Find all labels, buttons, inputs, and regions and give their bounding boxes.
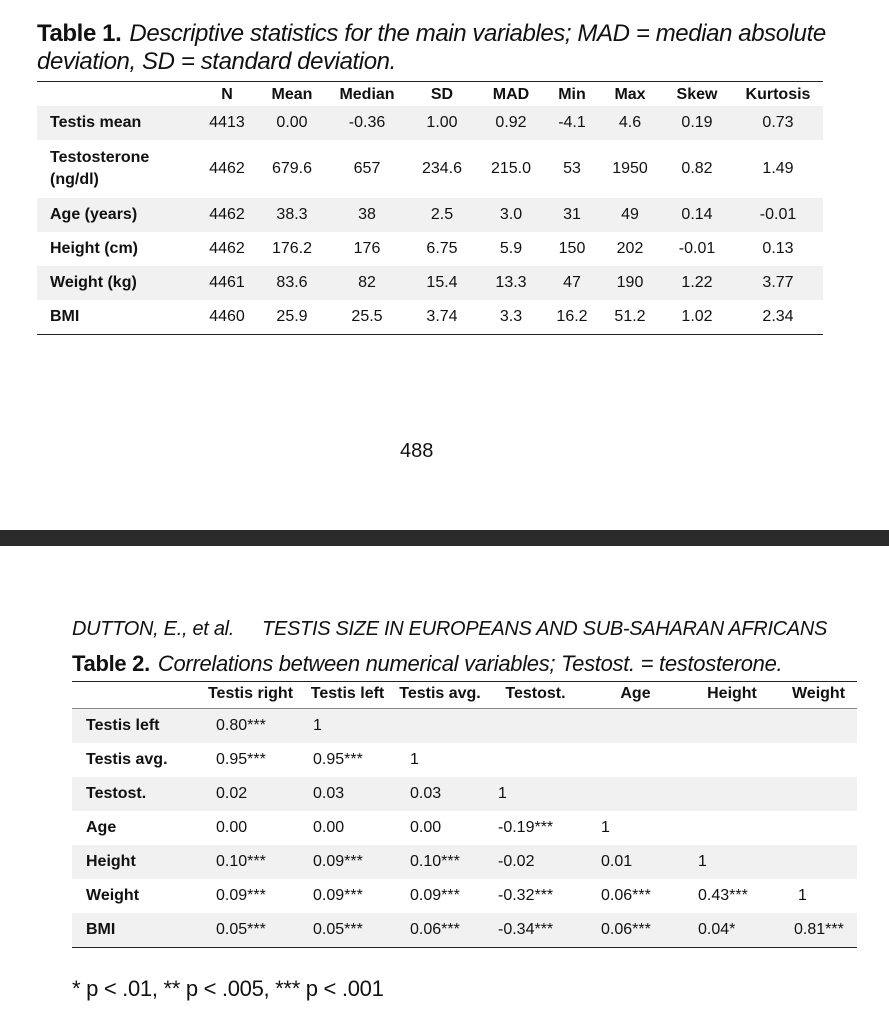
running-header-authors: DUTTON, E., et al. <box>72 618 235 640</box>
table-cell: 1.02 <box>661 300 733 334</box>
table-cell <box>684 709 780 744</box>
table-cell: 4462 <box>209 160 245 177</box>
table-row <box>37 198 823 232</box>
table-cell: 0.04* <box>684 913 780 948</box>
table-cell <box>587 709 684 744</box>
table-cell: 13.3 <box>495 274 527 291</box>
row-label: Testis avg. <box>86 751 168 768</box>
row-label: Testis left <box>86 717 160 734</box>
table-cell: 16.2 <box>545 300 599 334</box>
table-cell: 0.95*** <box>313 751 363 768</box>
table1-header: Median <box>327 82 407 107</box>
table-cell: 3.3 <box>477 300 545 334</box>
table-cell: 3.0 <box>499 206 523 223</box>
row-label: Height <box>86 853 136 870</box>
table-cell: 1.49 <box>762 160 794 177</box>
table-cell: -0.36 <box>348 114 386 131</box>
table-cell <box>684 777 780 811</box>
row-label: BMI <box>72 913 202 948</box>
table-cell: 38 <box>358 206 376 223</box>
table-cell: 176.2 <box>271 240 313 257</box>
table-cell: 51.2 <box>599 300 661 334</box>
table-cell <box>484 743 587 777</box>
table-cell <box>484 709 587 744</box>
table-cell: 0.80*** <box>216 717 266 734</box>
table-cell: 1 <box>498 785 507 802</box>
table-cell: 53 <box>563 160 581 177</box>
table-cell: 25.9 <box>257 300 327 334</box>
table-cell: 15.4 <box>426 274 458 291</box>
table1-header: Skew <box>661 82 733 107</box>
table-cell: 0.10*** <box>410 853 460 870</box>
table1-header: Max <box>599 82 661 107</box>
table-cell: 0.95*** <box>216 751 266 768</box>
table1-label: Table 1. <box>37 20 122 47</box>
table-cell <box>684 811 780 845</box>
table-cell: -0.34*** <box>484 913 587 948</box>
table-cell: 215.0 <box>490 160 532 177</box>
table-cell: 1.22 <box>681 274 713 291</box>
row-label: Weight <box>86 887 140 904</box>
table-cell: 49 <box>621 206 639 223</box>
table-cell: 0.13 <box>762 240 794 257</box>
table-cell: 1 <box>601 819 610 836</box>
table2-header: Testis left <box>299 682 396 709</box>
table1-header: Kurtosis <box>733 82 823 107</box>
table-cell: 0.00 <box>410 819 442 836</box>
table-cell <box>684 743 780 777</box>
table2-caption-text: Correlations between numerical variables; Testost. = testosterone. <box>157 651 783 676</box>
table-row <box>72 709 857 744</box>
table-cell: 31 <box>563 206 581 223</box>
page-number: 488 <box>400 440 434 462</box>
table-cell: 1 <box>698 853 707 870</box>
table-cell: 4462 <box>209 206 245 223</box>
table-cell: 202 <box>616 240 644 257</box>
table-cell <box>780 811 857 845</box>
table-cell: 657 <box>353 160 381 177</box>
table-row <box>37 266 823 300</box>
table2-header: Age <box>587 682 684 709</box>
table-cell: 4461 <box>209 274 245 291</box>
table-cell: 0.06*** <box>601 887 651 904</box>
table-cell <box>587 777 684 811</box>
table-row <box>72 743 857 777</box>
table-cell: -0.32*** <box>498 887 554 904</box>
table2-header: Testis right <box>202 682 299 709</box>
table-cell: 0.05*** <box>299 913 396 948</box>
table-cell: -0.19*** <box>498 819 554 836</box>
table-row <box>72 879 857 913</box>
table-cell: -0.01 <box>678 240 716 257</box>
table-row <box>37 300 823 334</box>
table-cell: 0.09*** <box>216 887 266 904</box>
table-cell: 3.77 <box>762 274 794 291</box>
table-row <box>72 845 857 879</box>
table-cell: 0.43*** <box>698 887 748 904</box>
table-cell: 0.05*** <box>202 913 299 948</box>
table-cell: 0.02 <box>216 785 248 802</box>
table-cell: 0.01 <box>601 853 633 870</box>
table-cell: 0.09*** <box>410 887 460 904</box>
table1-header: N <box>197 82 257 107</box>
table2-header: Weight <box>780 682 857 709</box>
row-label: Age <box>86 819 117 836</box>
table-cell: 0.92 <box>495 114 527 131</box>
table-cell: 1 <box>410 751 419 768</box>
table-cell: 4462 <box>209 240 245 257</box>
table-cell <box>780 845 857 879</box>
table-cell: 0.03 <box>313 785 345 802</box>
table-row <box>37 106 823 140</box>
table-cell: 0.00 <box>276 114 308 131</box>
table-cell: 3.74 <box>407 300 477 334</box>
table-cell: 1.00 <box>426 114 458 131</box>
table-cell: 5.9 <box>499 240 523 257</box>
table-cell: 0.82 <box>681 160 713 177</box>
row-label: Testosterone (ng/dl) <box>50 149 150 188</box>
table1-header <box>37 82 197 107</box>
table2-label: Table 2. <box>72 651 150 676</box>
table-cell: 234.6 <box>421 160 463 177</box>
table-cell: -4.1 <box>558 114 586 131</box>
table1-header: Mean <box>257 82 327 107</box>
table-cell: 6.75 <box>426 240 458 257</box>
table-cell: 25.5 <box>327 300 407 334</box>
table-cell: 1 <box>313 717 322 734</box>
running-header-title: TESTIS SIZE IN EUROPEANS AND SUB-SAHARAN AFRICANS <box>262 618 828 640</box>
table2-header: Testis avg. <box>396 682 484 709</box>
table-row <box>37 232 823 266</box>
page-489 <box>0 546 889 1024</box>
table-cell <box>396 709 484 744</box>
table-cell: 0.19 <box>681 114 713 131</box>
table1-header: Min <box>545 82 599 107</box>
table-cell: 4460 <box>197 300 257 334</box>
table-cell: 82 <box>358 274 376 291</box>
row-label: Weight (kg) <box>50 274 137 291</box>
table-cell <box>780 709 857 744</box>
table-cell: 47 <box>563 274 581 291</box>
table-cell: 0.00 <box>216 819 248 836</box>
row-label: BMI <box>37 300 197 334</box>
table1-header: MAD <box>477 82 545 107</box>
table-cell <box>780 777 857 811</box>
table2-header <box>72 682 202 709</box>
table-cell: 0.06*** <box>587 913 684 948</box>
table-cell: 150 <box>558 240 586 257</box>
table-cell: 0.09*** <box>313 887 363 904</box>
table-cell: 190 <box>616 274 644 291</box>
row-label: Testost. <box>86 785 147 802</box>
table-row <box>72 811 857 845</box>
table-cell: -0.01 <box>759 206 797 223</box>
table-cell <box>587 743 684 777</box>
table-cell: 176 <box>353 240 381 257</box>
table-row <box>72 777 857 811</box>
table-cell: 4413 <box>209 114 245 131</box>
row-label: Height (cm) <box>50 240 138 257</box>
table-cell: 0.03 <box>410 785 442 802</box>
table-cell: 2.5 <box>430 206 454 223</box>
table-cell: 4.6 <box>618 114 642 131</box>
table2-header: Testost. <box>484 682 587 709</box>
table-cell: -0.02 <box>498 853 535 870</box>
running-header <box>72 618 872 641</box>
table1-descriptive-statistics <box>37 81 823 335</box>
table-cell: 0.73 <box>762 114 794 131</box>
table-cell: 0.00 <box>313 819 345 836</box>
table-cell: 679.6 <box>271 160 313 177</box>
table-cell: 0.06*** <box>396 913 484 948</box>
table-cell <box>780 743 857 777</box>
table-cell: 0.14 <box>681 206 713 223</box>
row-label: Age (years) <box>50 206 138 223</box>
table-cell: 2.34 <box>733 300 823 334</box>
table-cell: 83.6 <box>276 274 308 291</box>
table2-footnote: * p < .01, ** p < .005, *** p < .001 <box>72 976 384 1001</box>
table-row <box>72 913 857 948</box>
table-cell: 1 <box>798 887 807 904</box>
table-cell: 38.3 <box>276 206 308 223</box>
table1-caption-text: Descriptive statistics for the main variables; MAD = median absolute deviation, SD = standard deviation. <box>37 20 826 75</box>
table-row <box>37 140 823 198</box>
table1-header: SD <box>407 82 477 107</box>
table-cell: 0.09*** <box>313 853 363 870</box>
row-label: Testis mean <box>50 114 142 131</box>
table1-caption <box>37 20 837 76</box>
table2-correlations <box>72 681 857 948</box>
table2-header: Height <box>684 682 780 709</box>
table-cell: 0.81*** <box>780 913 857 948</box>
table-cell: 0.10*** <box>216 853 266 870</box>
table-cell: 1950 <box>612 160 648 177</box>
page-divider <box>0 530 889 546</box>
table2-caption <box>72 650 872 678</box>
